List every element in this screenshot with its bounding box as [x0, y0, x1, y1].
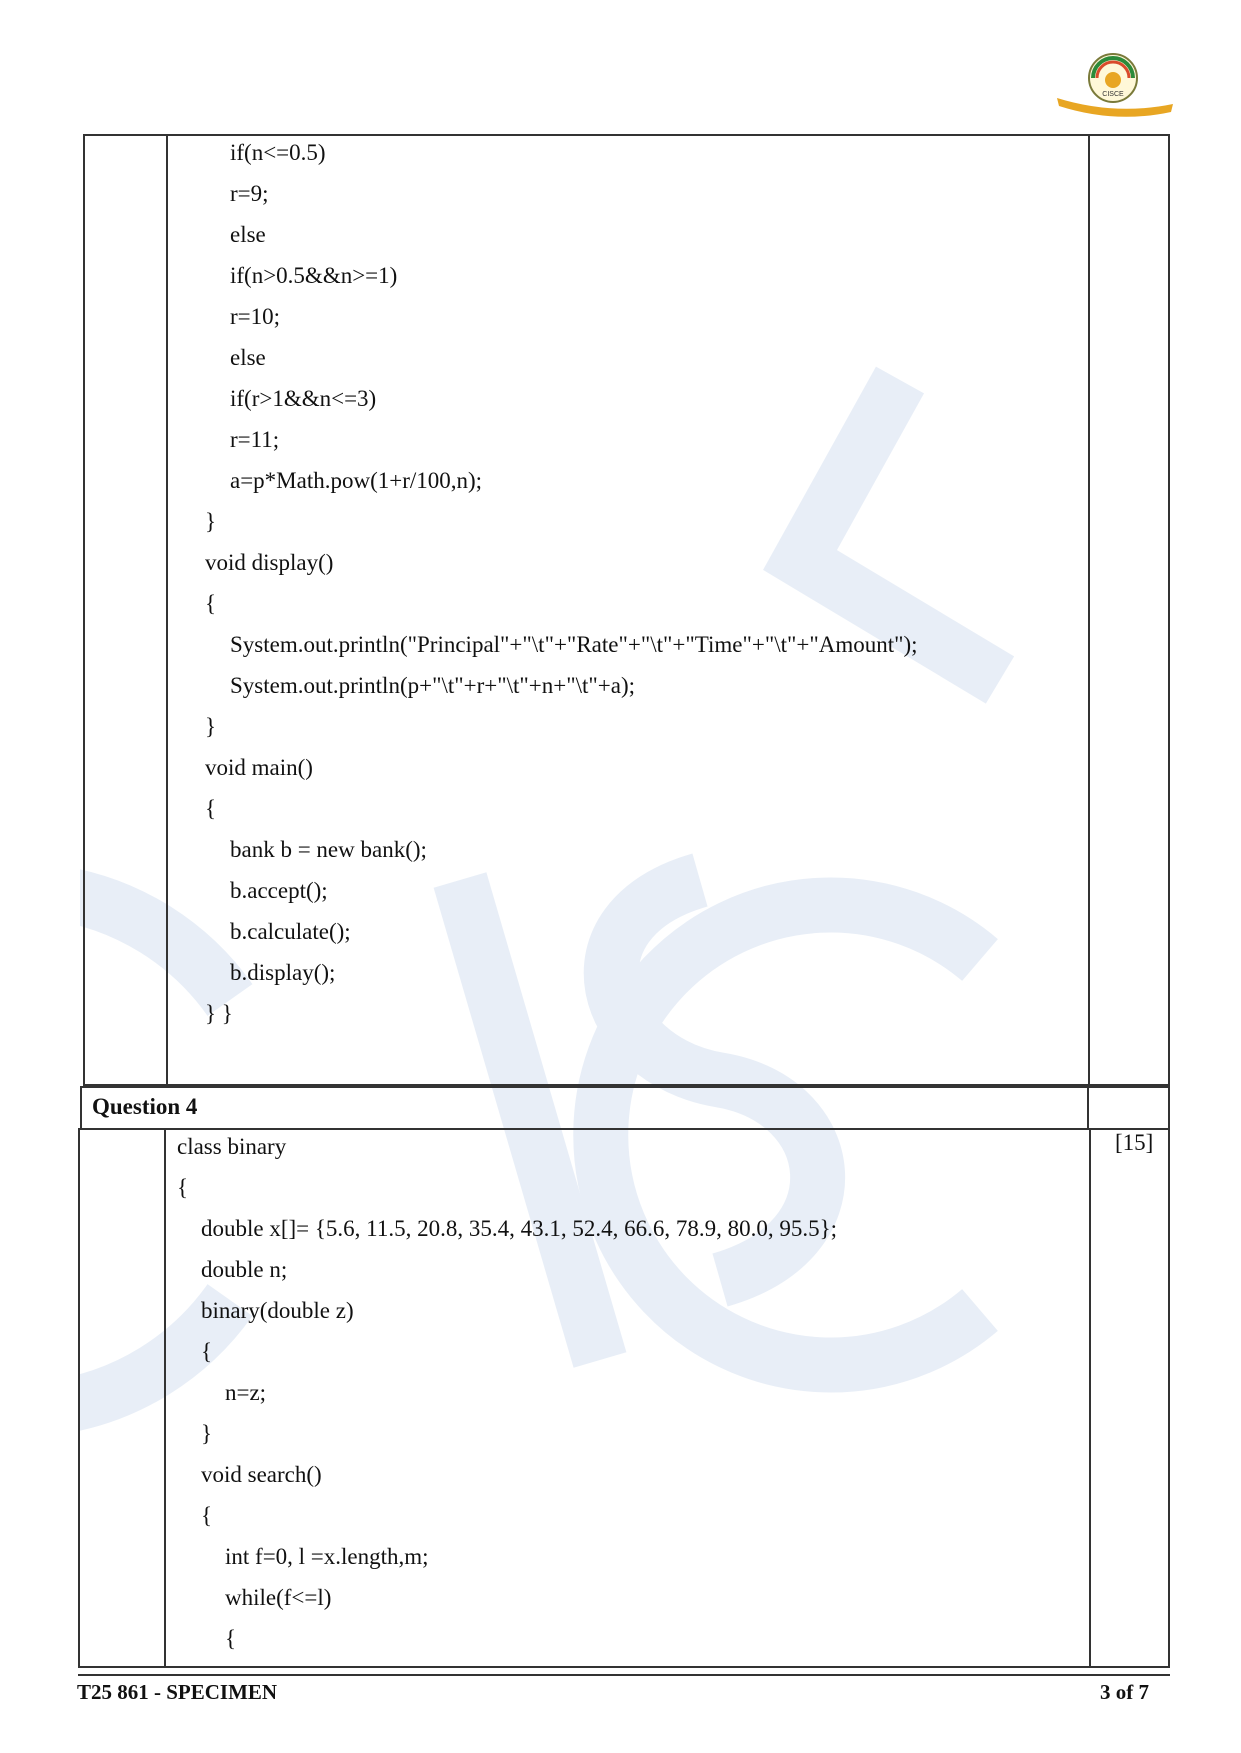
code-line: while(f<=l)	[225, 1585, 332, 1610]
code-line: void display()	[205, 550, 334, 575]
code-line: {	[205, 796, 217, 821]
code-line: {	[177, 1175, 189, 1200]
paper-code: T25 861 - SPECIMEN	[77, 1680, 278, 1704]
code-line: System.out.println(p+"\t"+r+"\t"+n+"\t"+a);	[230, 673, 636, 698]
code-line: double n;	[201, 1257, 288, 1282]
code-line: }	[205, 714, 217, 739]
code-line: if(n<=0.5)	[230, 140, 326, 165]
code-line: }	[201, 1421, 213, 1446]
code-line: else	[230, 222, 266, 247]
code-line: a=p*Math.pow(1+r/100,n);	[230, 468, 483, 493]
code-line: void search()	[201, 1462, 322, 1487]
code-line: System.out.println("Principal"+"\t"+"Rate"+"\t"+"Time"+"\t"+"Amount");	[230, 632, 918, 657]
question-title: Question 4	[92, 1094, 198, 1119]
code-line: int f=0, l =x.length,m;	[225, 1544, 429, 1569]
code-line: else	[230, 345, 266, 370]
code-line: {	[225, 1626, 237, 1651]
code-line: b.display();	[230, 960, 336, 985]
code-line: r=11;	[230, 427, 280, 452]
code-line: class binary	[177, 1134, 287, 1159]
code-line: {	[201, 1503, 213, 1528]
code-line: {	[205, 591, 217, 616]
svg-text:CISCE: CISCE	[1102, 91, 1124, 98]
footer-rule	[78, 1674, 1170, 1676]
code-line: binary(double z)	[201, 1298, 354, 1323]
page-number: 3 of 7	[1100, 1680, 1149, 1704]
code-line: b.calculate();	[230, 919, 351, 944]
code-line: double x[]= {5.6, 11.5, 20.8, 35.4, 43.1, 52.4, 66.6, 78.9, 80.0, 95.5};	[201, 1216, 838, 1241]
code-line: b.accept();	[230, 878, 328, 903]
code-line: bank b = new bank();	[230, 837, 427, 862]
code-line: if(n>0.5&&n>=1)	[230, 263, 398, 288]
question-header	[80, 1086, 1170, 1130]
code-line: r=10;	[230, 304, 281, 329]
code-line: } }	[205, 1001, 233, 1026]
code-line: r=9;	[230, 181, 269, 206]
code-line: n=z;	[225, 1380, 267, 1405]
code-line: }	[205, 509, 217, 534]
question-marks: [15]	[1115, 1130, 1154, 1155]
code-line: void main()	[205, 755, 313, 780]
code-line: if(r>1&&n<=3)	[230, 386, 377, 411]
cisce-logo	[1055, 52, 1175, 124]
code-line: {	[201, 1339, 213, 1364]
